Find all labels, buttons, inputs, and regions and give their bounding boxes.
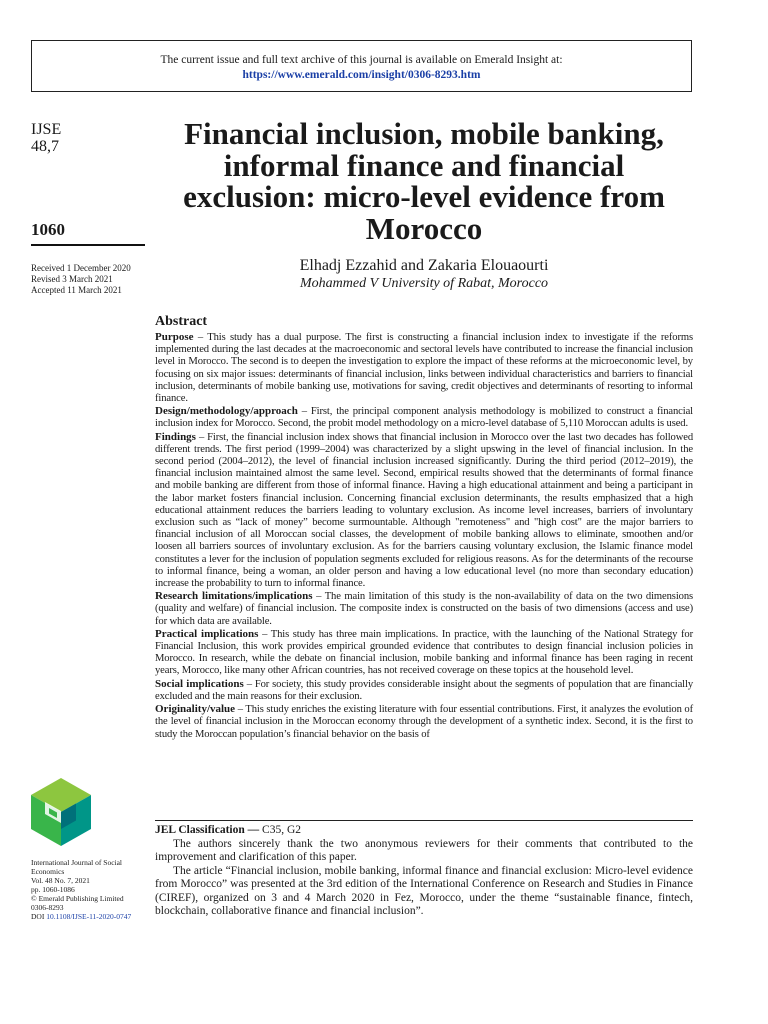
doi-link[interactable]: 10.1108/IJSE-11-2020-0747 xyxy=(46,912,132,921)
footnote-divider xyxy=(155,820,693,821)
section-label: Findings xyxy=(155,430,196,443)
article-authors: Elhadj Ezzahid and Zakaria Elouaourti xyxy=(299,257,549,274)
revised-date: Revised 3 March 2021 xyxy=(31,274,113,284)
section-text: – First, the principal component analysis methodology is mobilized to construct a financial inclusion index for Morocco. Second, the probit model methodology on a micro-level database of 5,110 Moroccan adults is used. xyxy=(155,406,693,430)
abstract-social xyxy=(155,678,693,703)
footer-journal-name: International Journal of Social Economics xyxy=(31,858,123,876)
section-text: – For society, this study provides considerable insight about the segments of population that are financially excluded and the main reasons for their exclusion. xyxy=(155,678,694,702)
article-title: Financial inclusion, mobile banking, informal finance and financial exclusion: micro-level evidence from Morocco xyxy=(183,116,665,246)
author-affiliation: Mohammed V University of Rabat, Morocco xyxy=(299,276,549,291)
abstract-originality xyxy=(155,703,693,741)
abstract-findings xyxy=(155,431,693,591)
section-label: Practical implications xyxy=(155,627,259,640)
conference-note: The article “Financial inclusion, mobile banking, informal finance and financial exclusion: Micro-level evidence from Morocco” was presented at the 3rd edition of the International Conference on Research and Studies in Finance (CIREF), organized on 3 and 4 March 2020 in Fez, Morocco, under the theme “sustainable finance, fintech, blockchain, collaborative finance and financial inclusion”. xyxy=(155,864,693,917)
footer-publisher: © Emerald Publishing Limited xyxy=(31,894,124,903)
archive-notice-text: The current issue and full text archive of this journal is available on Emerald Insight at: xyxy=(160,54,563,66)
emerald-publishing-logo-icon xyxy=(31,778,91,846)
footer-doi-line xyxy=(31,912,146,921)
section-text: – The main limitation of this study is the non-availability of data on the two dimensions (quality and welfare) of financial inclusion. The composite index is constructed on the basis of two dimensions (access and use) for which data are available. xyxy=(155,591,693,627)
abstract-limitations xyxy=(155,590,693,628)
doi-label: DOI xyxy=(31,912,45,921)
section-label: Originality/value xyxy=(155,703,236,716)
footer-issn: 0306-8293 xyxy=(31,903,64,912)
section-label: Purpose xyxy=(155,331,194,343)
jel-codes: C35, G2 xyxy=(259,824,302,836)
abstract-design xyxy=(155,405,693,430)
jel-classification xyxy=(155,824,693,838)
journal-info xyxy=(31,121,61,155)
footnotes xyxy=(155,824,693,919)
section-label: Design/methodology/approach xyxy=(155,405,298,418)
section-text: – This study has three main implications. In practice, with the launching of the National Strategy for Financial Inclusion, this work provides empirical grounded evidence that contributes to design financial inclusion policies in Morocco. In research, while the debate on financial inclusion, mobile banking and informal finance has been raging in recent years, Morocco, like many other African countries, has not received coverage on these topics at the household level. xyxy=(155,628,693,677)
section-text: – This study enriches the existing literature with four essential contributions. First, it analyzes the evolution of the level of financial inclusion in the Moroccan economy through the development of a synthetic index. Second, it is the first to study the Moroccan population’s financial behavior on the basis of xyxy=(155,704,693,740)
accepted-date: Accepted 11 March 2021 xyxy=(31,285,122,295)
acknowledgement: The authors sincerely thank the two anonymous reviewers for their comments that contributed to the improvement and clarification of this paper. xyxy=(155,837,693,863)
journal-abbrev: IJSE xyxy=(31,121,62,138)
footer-pages: pp. 1060-1086 xyxy=(31,885,75,894)
abstract-heading: Abstract xyxy=(155,314,208,329)
archive-url-link[interactable]: https://www.emerald.com/insight/0306-8293.htm xyxy=(242,69,481,81)
abstract xyxy=(155,313,693,741)
abstract-practical xyxy=(155,628,693,678)
volume-issue: 48,7 xyxy=(31,138,59,155)
archive-notice-box xyxy=(31,40,692,92)
received-date: Received 1 December 2020 xyxy=(31,263,131,273)
footer-volume: Vol. 48 No. 7, 2021 xyxy=(31,876,90,885)
journal-footer xyxy=(31,858,146,921)
section-text: – First, the financial inclusion index shows that financial inclusion in Morocco over the last two decades has followed different trends. The first period (1999–2004) was characterized by a slight upswing in the level of financial inclusion. In the second period (2004–2012), the level of financial inclusion increased significantly. During the third period (2012–2019), the financial inclusion maintained almost the same level. Second, empirical results showed that the determinants of formal finance and mobile banking are different from those of informal finance. Having a high educational attainment and being a participant in the labor market fosters financial inclusion. Concerning financial exclusion determinants, the results emphasized that a high educational attainment reduces the barriers leading to voluntary exclusion. As income level increases, barriers of involuntary exclusion such as “lack of money” become surmountable. Although "remoteness" and "high cost" are the major barriers to financial inclusion of all Moroccan social classes, the development of mobile banking allows to eliminate, smoothen and/or loosen all barriers sources of involuntary exclusion. As for the barriers causing voluntary exclusion, the Islamic finance model constitutes a lever for the inclusion of population segments excluded for religious reasons. As for the determinants of the recourse to informal finance, being a woman, an older person and having a low educational level (no more than secondary education) increase the probability to turn to informal finance. xyxy=(155,431,693,590)
page-number: 1060 xyxy=(31,220,145,246)
abstract-purpose xyxy=(155,331,693,405)
section-label: Research limitations/implications xyxy=(155,590,313,603)
section-text: – This study has a dual purpose. The first is constructing a financial inclusion index to investigate if the reforms implemented during the last decades at the macroeconomic and sectoral levels have contributed to increase the financial inclusion level in Morocco. The second is to deepen the investigation to explore the impact of these reforms at the microeconomic level, by focusing on six major issues: determinants of financial inclusion, links between individual characteristics and barriers to financial inclusion, determinants of mobile banking use, motivations for saving, credit objectives and determinants of resorting to informal finance. xyxy=(155,332,693,405)
jel-label: JEL Classification — xyxy=(155,824,260,836)
section-label: Social implications xyxy=(155,677,244,690)
article-dates xyxy=(31,263,131,296)
